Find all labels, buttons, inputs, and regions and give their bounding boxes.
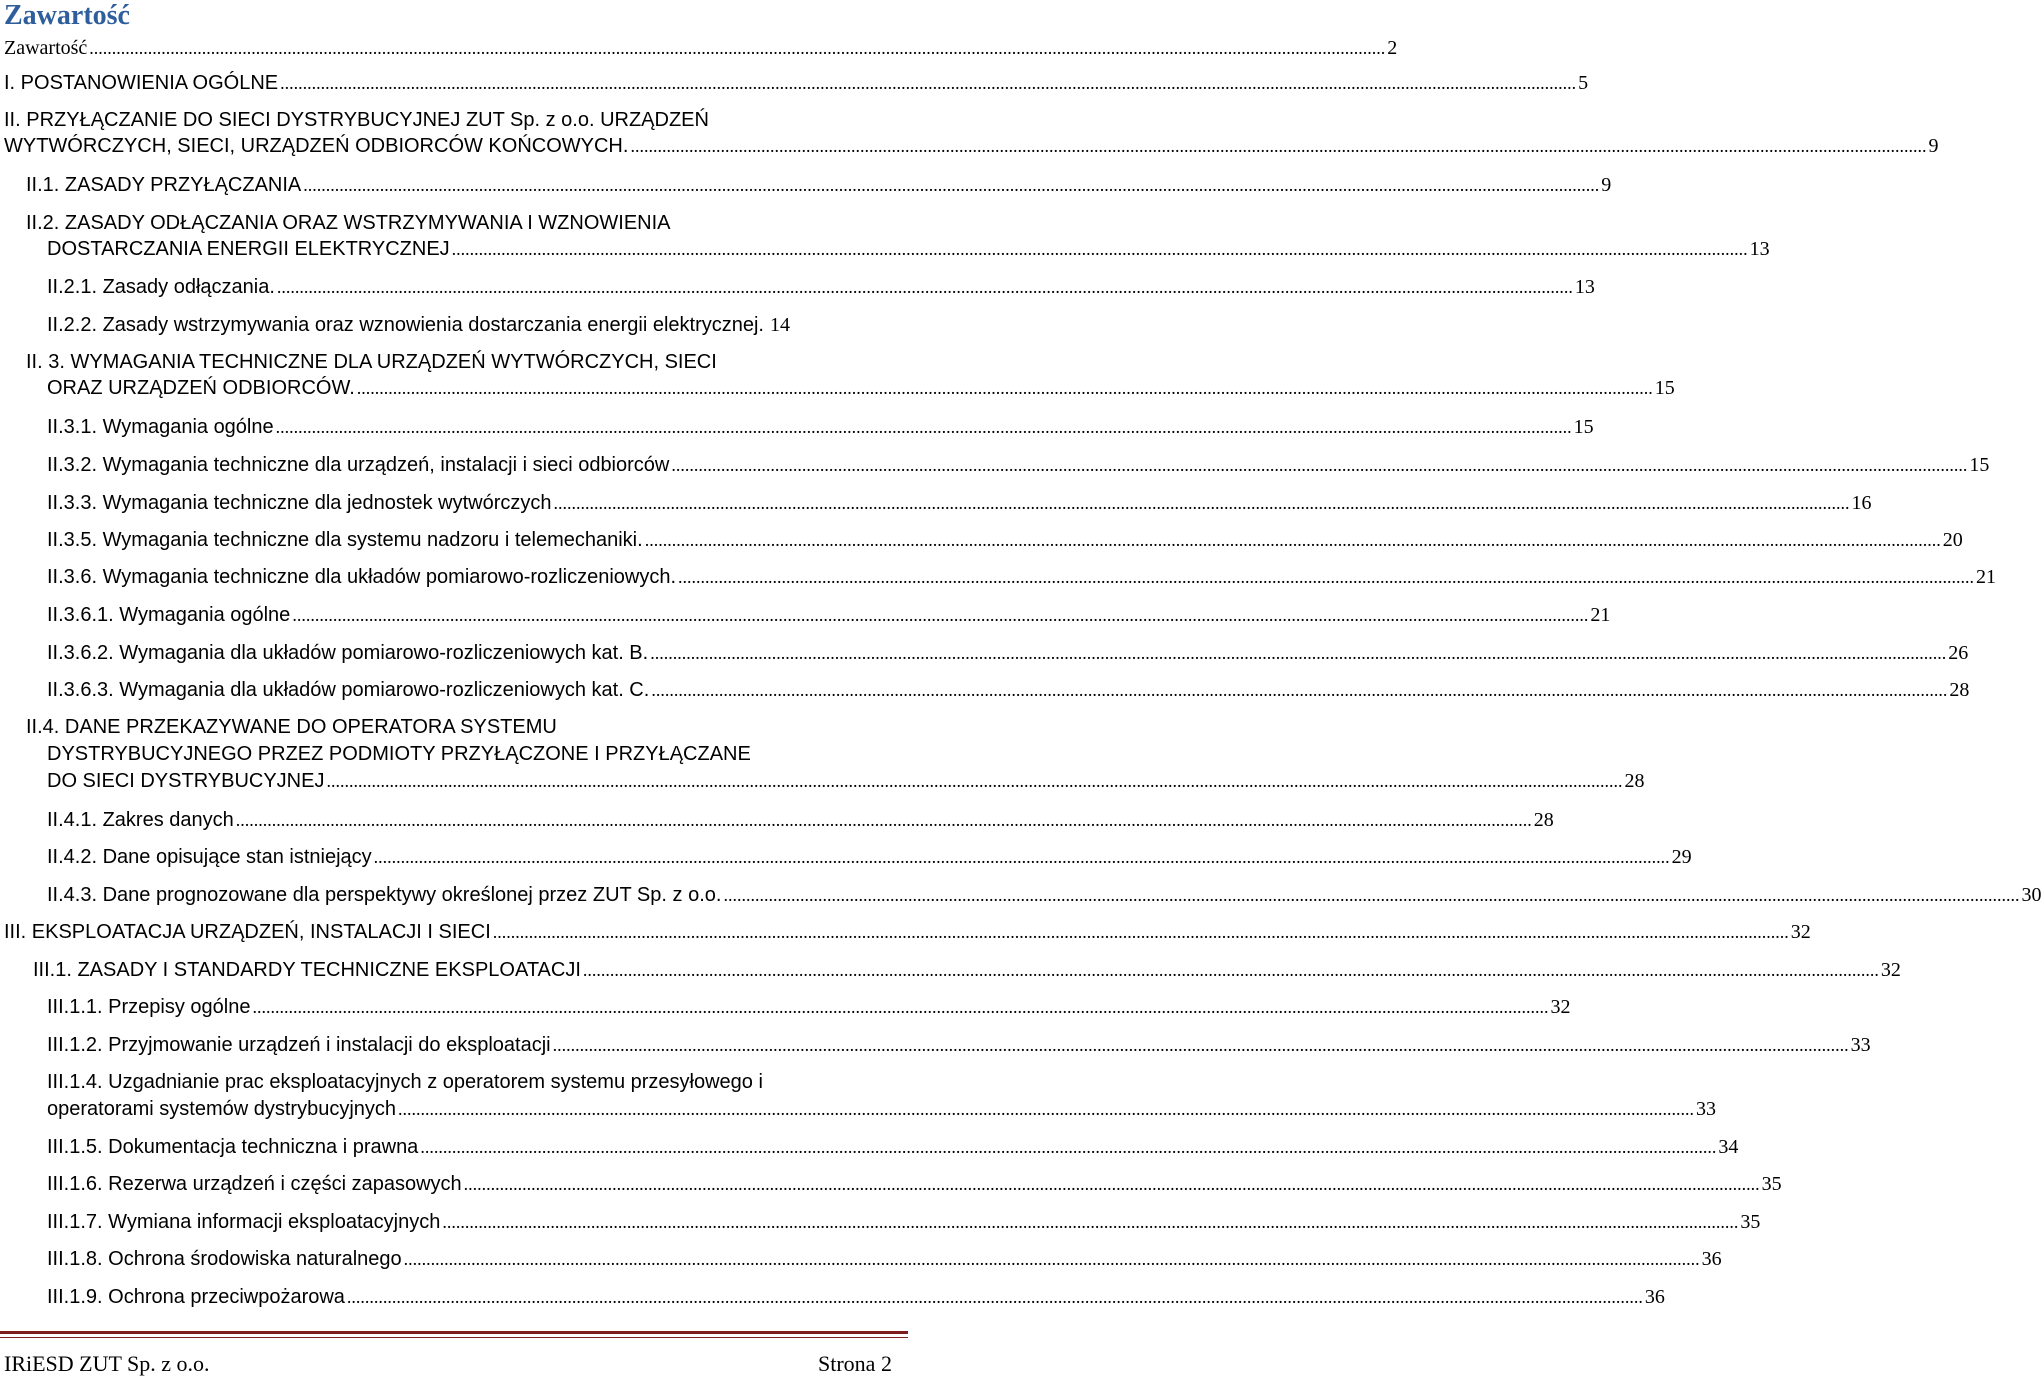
toc-entry-3-1-5[interactable]	[47, 1133, 1739, 1161]
toc-entry-2-2-1[interactable]	[47, 273, 1595, 301]
toc-page-number: 29	[1671, 846, 1692, 868]
leader-dots	[420, 1133, 1716, 1161]
toc-page-number: 36	[1644, 1286, 1665, 1308]
toc-entry-3-1-7[interactable]	[47, 1208, 1761, 1236]
toc-entry-text: III.1.9. Ochrona przeciwpożarowa	[47, 1286, 345, 1308]
toc-entry-2-3-6-3[interactable]	[47, 676, 1970, 704]
toc-entry-3-1-6[interactable]	[47, 1170, 1782, 1198]
toc-page-number: 26	[1948, 642, 1969, 664]
toc-entry-2-4-1[interactable]	[47, 806, 1554, 834]
toc-entry-text: II.3.6.3. Wymagania dla układów pomiarowo-rozliczeniowych kat. C.	[47, 679, 650, 701]
toc-entry-2-4-line2[interactable]: DYSTRYBUCYJNEGO PRZEZ PODMIOTY PRZYŁĄCZONE I PRZYŁĄCZANE	[47, 743, 751, 765]
leader-dots	[650, 639, 1946, 667]
toc-entry-text: II.3.6.2. Wymagania dla układów pomiarowo-rozliczeniowych kat. B.	[47, 642, 649, 664]
footer-rule-thin	[0, 1337, 908, 1338]
toc-entry-text: DOSTARCZANIA ENERGII ELEKTRYCZNEJ	[47, 238, 450, 260]
toc-entry-2-3-6[interactable]	[47, 563, 1997, 591]
toc-entry-2-3-6-1[interactable]	[47, 601, 1611, 629]
toc-entry-text: WYTWÓRCZYCH, SIECI, URZĄDZEŃ ODBIORCÓW KOŃCOWYCH.	[4, 135, 629, 157]
toc-entry-3-1-1[interactable]	[47, 993, 1571, 1021]
leader-dots	[553, 1031, 1849, 1059]
toc-entry-text: III.1. ZASADY I STANDARDY TECHNICZNE EKSPLOATACJI	[33, 959, 581, 981]
toc-page-number: 34	[1718, 1136, 1739, 1158]
toc-entry-text: DO SIECI DYSTRYBUCYJNEJ	[47, 770, 325, 792]
toc-entry-text: III.1.7. Wymiana informacji eksploatacyjnych	[47, 1211, 441, 1233]
toc-entry-section-2[interactable]	[4, 132, 1939, 160]
toc-entry-3-1-2[interactable]	[47, 1031, 1871, 1059]
toc-page-number: 5	[1578, 72, 1589, 94]
toc-entry-text: III.1.5. Dokumentacja techniczna i prawna	[47, 1136, 419, 1158]
leader-dots	[252, 993, 1548, 1021]
toc-entry-2-3-line1[interactable]: II. 3. WYMAGANIA TECHNICZNE DLA URZĄDZEŃ WYTWÓRCZYCH, SIECI	[26, 351, 717, 373]
toc-page-number: 13	[1749, 238, 1770, 260]
toc-entry-3-1-4[interactable]	[47, 1095, 1717, 1123]
toc-entry-text: Zawartość	[4, 37, 88, 59]
toc-entry-text: II.3.5. Wymagania techniczne dla systemu nadzoru i telemechaniki.	[47, 529, 643, 551]
toc-entry-text: III. EKSPLOATACJA URZĄDZEŃ, INSTALACJI I SIECI	[4, 921, 491, 943]
toc-entry-text: II.4.2. Dane opisujące stan istniejący	[47, 846, 372, 868]
toc-entry-2-3-1[interactable]	[47, 413, 1594, 441]
toc-entry-text: II.3.3. Wymagania techniczne dla jednostek wytwórczych	[47, 492, 552, 514]
leader-dots	[583, 956, 1879, 984]
toc-entry-section-1[interactable]	[4, 69, 1589, 97]
leader-dots	[442, 1208, 1738, 1236]
toc-entry-2-2-2[interactable]	[47, 311, 927, 339]
toc-entry-text: II.3.6.1. Wymagania ogólne	[47, 604, 291, 626]
toc-entry-text: ORAZ URZĄDZEŃ ODBIORCÓW.	[47, 377, 355, 399]
toc-page-number: 30	[2021, 884, 2041, 906]
toc-entry-2-3-3[interactable]	[47, 489, 1872, 517]
leader-dots	[645, 526, 1941, 554]
leader-dots	[236, 806, 1532, 834]
toc-entry-text: II.3.2. Wymagania techniczne dla urządzeń, instalacji i sieci odbiorców	[47, 454, 670, 476]
leader-dots	[671, 451, 1967, 479]
toc-entry-text: II.3.6. Wymagania techniczne dla układów pomiarowo-rozliczeniowych.	[47, 566, 677, 588]
leader-dots	[404, 1245, 1700, 1273]
toc-entry-2-2[interactable]	[47, 235, 1770, 263]
leader-dots	[651, 676, 1947, 704]
toc-entry-text: II.3.1. Wymagania ogólne	[47, 416, 274, 438]
toc-entry-2-3-6-2[interactable]	[47, 639, 1969, 667]
toc-page-number: 32	[1790, 921, 1811, 943]
leader-dots	[89, 34, 1385, 62]
leader-dots	[280, 69, 1576, 97]
leader-dots	[326, 767, 1622, 795]
toc-page-number: 15	[1654, 377, 1675, 399]
toc-page-number: 15	[1969, 454, 1990, 476]
toc-entry-text: II.4.1. Zakres danych	[47, 809, 234, 831]
toc-page-number: 15	[1573, 416, 1594, 438]
leader-dots	[723, 881, 2019, 909]
toc-entry-2-4-3[interactable]	[47, 881, 2041, 909]
footer-rule-thick	[0, 1331, 908, 1334]
toc-page-number: 20	[1942, 529, 1963, 551]
leader-dots	[554, 489, 1850, 517]
toc-entry-text: III.1.6. Rezerwa urządzeń i części zapasowych	[47, 1173, 462, 1195]
toc-entry-2-3-5[interactable]	[47, 526, 1963, 554]
toc-page-number: 16	[1851, 492, 1872, 514]
toc-page-number: 28	[1624, 770, 1645, 792]
leader-dots	[452, 235, 1748, 263]
toc-page-number: 33	[1696, 1098, 1717, 1120]
toc-entry-text: II.1. ZASADY PRZYŁĄCZANIA	[26, 174, 302, 196]
leader-dots	[276, 413, 1572, 441]
toc-page-number: 35	[1740, 1211, 1761, 1233]
toc-page-number: 14	[769, 314, 790, 336]
toc-entry-3-1-4-line1[interactable]: III.1.4. Uzgadnianie prac eksploatacyjnych z operatorem systemu przesyłowego i	[47, 1071, 763, 1093]
toc-page-number: 21	[1976, 566, 1997, 588]
leader-dots	[303, 171, 1599, 199]
toc-page-number: 35	[1761, 1173, 1782, 1195]
leader-dots	[630, 132, 1926, 160]
toc-entry-2-3[interactable]	[47, 374, 1675, 402]
toc-entry-2-4[interactable]	[47, 767, 1645, 795]
leader-dots	[464, 1170, 1760, 1198]
toc-entry-3-1-9[interactable]	[47, 1283, 1665, 1311]
toc-entry-text: III.1.1. Przepisy ogólne	[47, 996, 251, 1018]
toc-entry-text: I. POSTANOWIENIA OGÓLNE	[4, 72, 279, 94]
toc-entry-section-3[interactable]	[4, 918, 1811, 946]
toc-entry-2-4-2[interactable]	[47, 843, 1692, 871]
toc-entry-3-1-8[interactable]	[47, 1245, 1722, 1273]
leader-dots	[357, 374, 1653, 402]
toc-page-number: 28	[1949, 679, 1970, 701]
leader-dots	[493, 918, 1789, 946]
toc-entry-2-3-2[interactable]	[47, 451, 1990, 479]
toc-entry-text: III.1.2. Przyjmowanie urządzeń i instalacji do eksploatacji	[47, 1034, 551, 1056]
leader-dots	[347, 1283, 1643, 1311]
leader-dots	[374, 843, 1670, 871]
toc-page-number: 36	[1701, 1248, 1722, 1270]
toc-entry-text: III.1.8. Ochrona środowiska naturalnego	[47, 1248, 402, 1270]
toc-page-number: 33	[1850, 1034, 1871, 1056]
toc-entry-section-2-line1[interactable]: II. PRZYŁĄCZANIE DO SIECI DYSTRYBUCYJNEJ ZUT Sp. z o.o. URZĄDZEŃ	[4, 109, 709, 131]
toc-entry-text: II.4.3. Dane prognozowane dla perspektywy określonej przez ZUT Sp. z o.o.	[47, 884, 722, 906]
toc-entry-3-1[interactable]	[33, 956, 1901, 984]
toc-page-number: 28	[1533, 809, 1554, 831]
leader-dots	[277, 273, 1573, 301]
leader-dots	[398, 1095, 1694, 1123]
toc-entry-text: operatorami systemów dystrybucyjnych	[47, 1098, 397, 1120]
leader-dots	[678, 563, 1974, 591]
toc-entry-text: II.2.1. Zasady odłączania.	[47, 276, 275, 298]
toc-page-number: 32	[1550, 996, 1571, 1018]
toc-page-number: 32	[1880, 959, 1901, 981]
toc-entry-contents[interactable]	[4, 34, 1398, 62]
footer-page-number: Strona 2	[818, 1351, 892, 1376]
footer-left: IRiESD ZUT Sp. z o.o.	[4, 1351, 210, 1376]
toc-entry-2-1[interactable]	[26, 171, 1612, 199]
toc-entry-text: II.2.2. Zasady wstrzymywania oraz wznowienia dostarczania energii elektrycznej.	[47, 314, 764, 336]
toc-entry-2-2-line1[interactable]: II.2. ZASADY ODŁĄCZANIA ORAZ WSTRZYMYWANIA I WZNOWIENIA	[26, 212, 671, 234]
leader-dots	[292, 601, 1588, 629]
page-title: Zawartość	[4, 0, 130, 31]
toc-page-number: 9	[1928, 135, 1939, 157]
toc-page-number: 9	[1601, 174, 1612, 196]
toc-page-number: 2	[1387, 37, 1398, 59]
toc-entry-2-4-line1[interactable]: II.4. DANE PRZEKAZYWANE DO OPERATORA SYSTEMU	[26, 716, 557, 738]
toc-page-number: 21	[1590, 604, 1611, 626]
toc-page-number: 13	[1574, 276, 1595, 298]
